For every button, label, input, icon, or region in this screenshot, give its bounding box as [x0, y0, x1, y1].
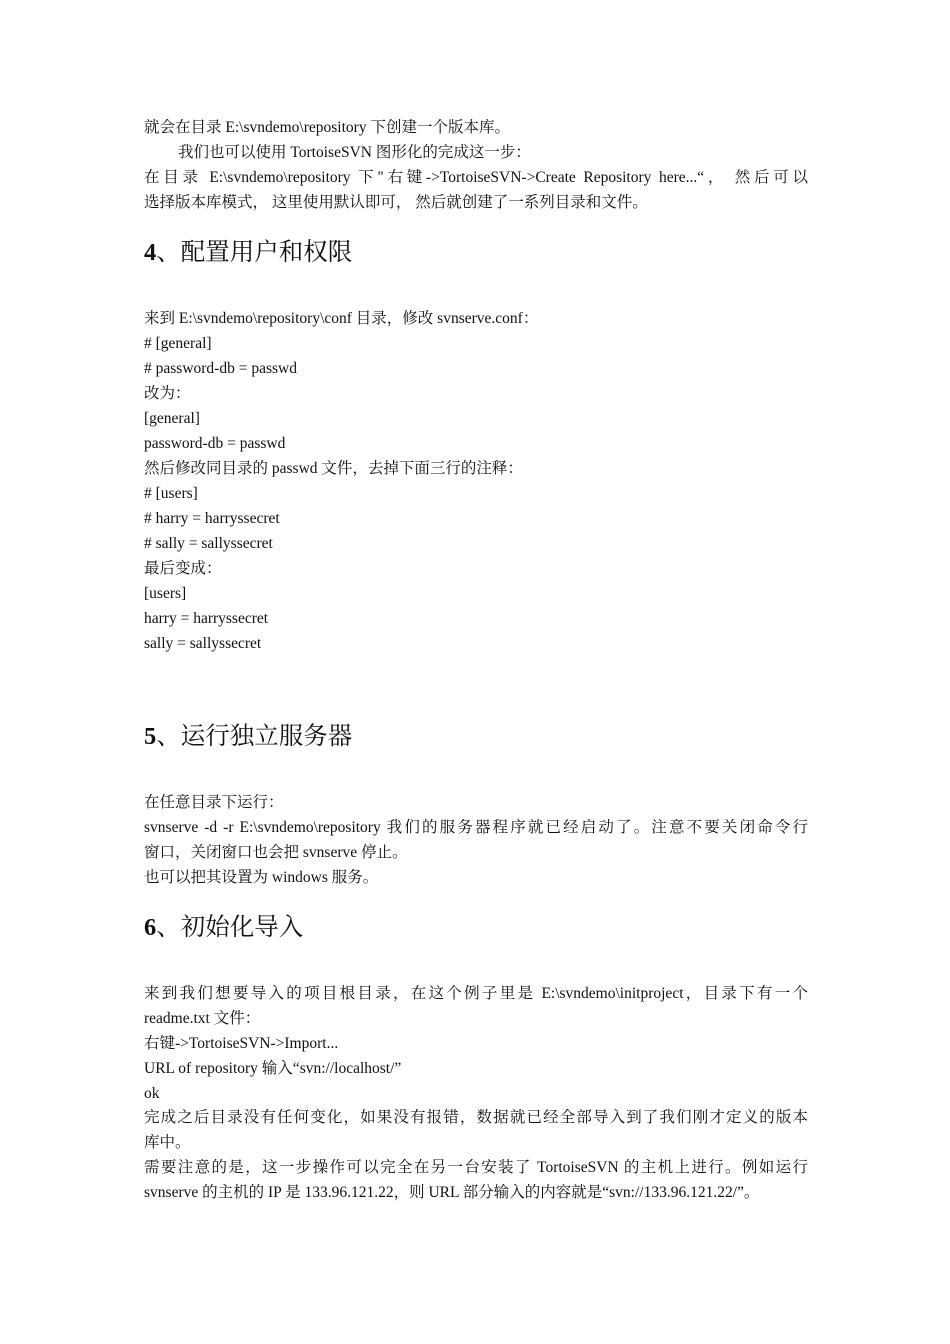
heading-title: 、初始化导入 — [156, 914, 304, 941]
code-line: # password-db = passwd — [144, 360, 297, 377]
paragraph: 选择版本库模式， 这里使用默认即可， 然后就创建了一系列目录和文件。 — [144, 194, 648, 211]
section-heading-5 — [144, 722, 352, 752]
text-line: 完成之后目录没有任何变化，如果没有报错，数据就已经全部导入到了我们刚才定义的版本 — [144, 1109, 808, 1126]
paragraph: 在目录 E:\svndemo\repository 下"右键->TortoiseSVN->Create Repository here...“， 然后可以 — [144, 169, 808, 186]
text-line: 右键->TortoiseSVN->Import... — [144, 1035, 339, 1052]
text-line: readme.txt 文件： — [144, 1010, 261, 1027]
text-line: 然后修改同目录的 passwd 文件，去掉下面三行的注释： — [144, 460, 523, 477]
text-line: 最后变成： — [144, 560, 222, 577]
heading-number: 6 — [144, 914, 157, 941]
code-line: # sally = sallyssecret — [144, 535, 273, 552]
text-line: 需要注意的是，这一步操作可以完全在另一台安装了 TortoiseSVN 的主机上进行。例如运行 — [144, 1159, 808, 1176]
code-line: # [general] — [144, 335, 212, 352]
text-line: 窗口，关闭窗口也会把 svnserve 停止。 — [144, 844, 408, 861]
code-line: # [users] — [144, 485, 198, 502]
code-line: # harry = harryssecret — [144, 510, 280, 527]
text-line: 在任意目录下运行： — [144, 794, 284, 811]
text-line: 也可以把其设置为 windows 服务。 — [144, 869, 379, 886]
code-line: sally = sallyssecret — [144, 635, 262, 652]
code-line: harry = harryssecret — [144, 610, 269, 627]
section-heading-4 — [144, 238, 352, 268]
heading-number: 4 — [144, 239, 157, 266]
section-heading-6 — [144, 913, 303, 943]
text-line: 来到 E:\svndemo\repository\conf 目录，修改 svnserve.conf： — [144, 310, 539, 327]
text-line: 库中。 — [144, 1134, 191, 1151]
text-line: ok — [144, 1085, 160, 1102]
code-line: [general] — [144, 410, 200, 427]
paragraph: 就会在目录 E:\svndemo\repository 下创建一个版本库。 — [144, 119, 510, 136]
text-line: svnserve 的主机的 IP 是 133.96.121.22，则 URL 部分输入的内容就是“svn://133.96.121.22/”。 — [144, 1184, 760, 1201]
text-line: 来到我们想要导入的项目根目录，在这个例子里是 E:\svndemo\initproject，目录下有一个 — [144, 985, 808, 1002]
text-line: svnserve -d -r E:\svndemo\repository 我们的服务器程序就已经启动了。注意不要关闭命令行 — [144, 819, 808, 836]
code-line: password-db = passwd — [144, 435, 286, 452]
paragraph: 我们也可以使用 TortoiseSVN 图形化的完成这一步： — [178, 144, 531, 161]
heading-title: 、运行独立服务器 — [156, 723, 353, 750]
text-line: 改为： — [144, 385, 191, 402]
text-line: URL of repository 输入“svn://localhost/” — [144, 1060, 402, 1077]
code-line: [users] — [144, 585, 187, 602]
heading-title: 、配置用户和权限 — [156, 239, 353, 266]
heading-number: 5 — [144, 723, 157, 750]
